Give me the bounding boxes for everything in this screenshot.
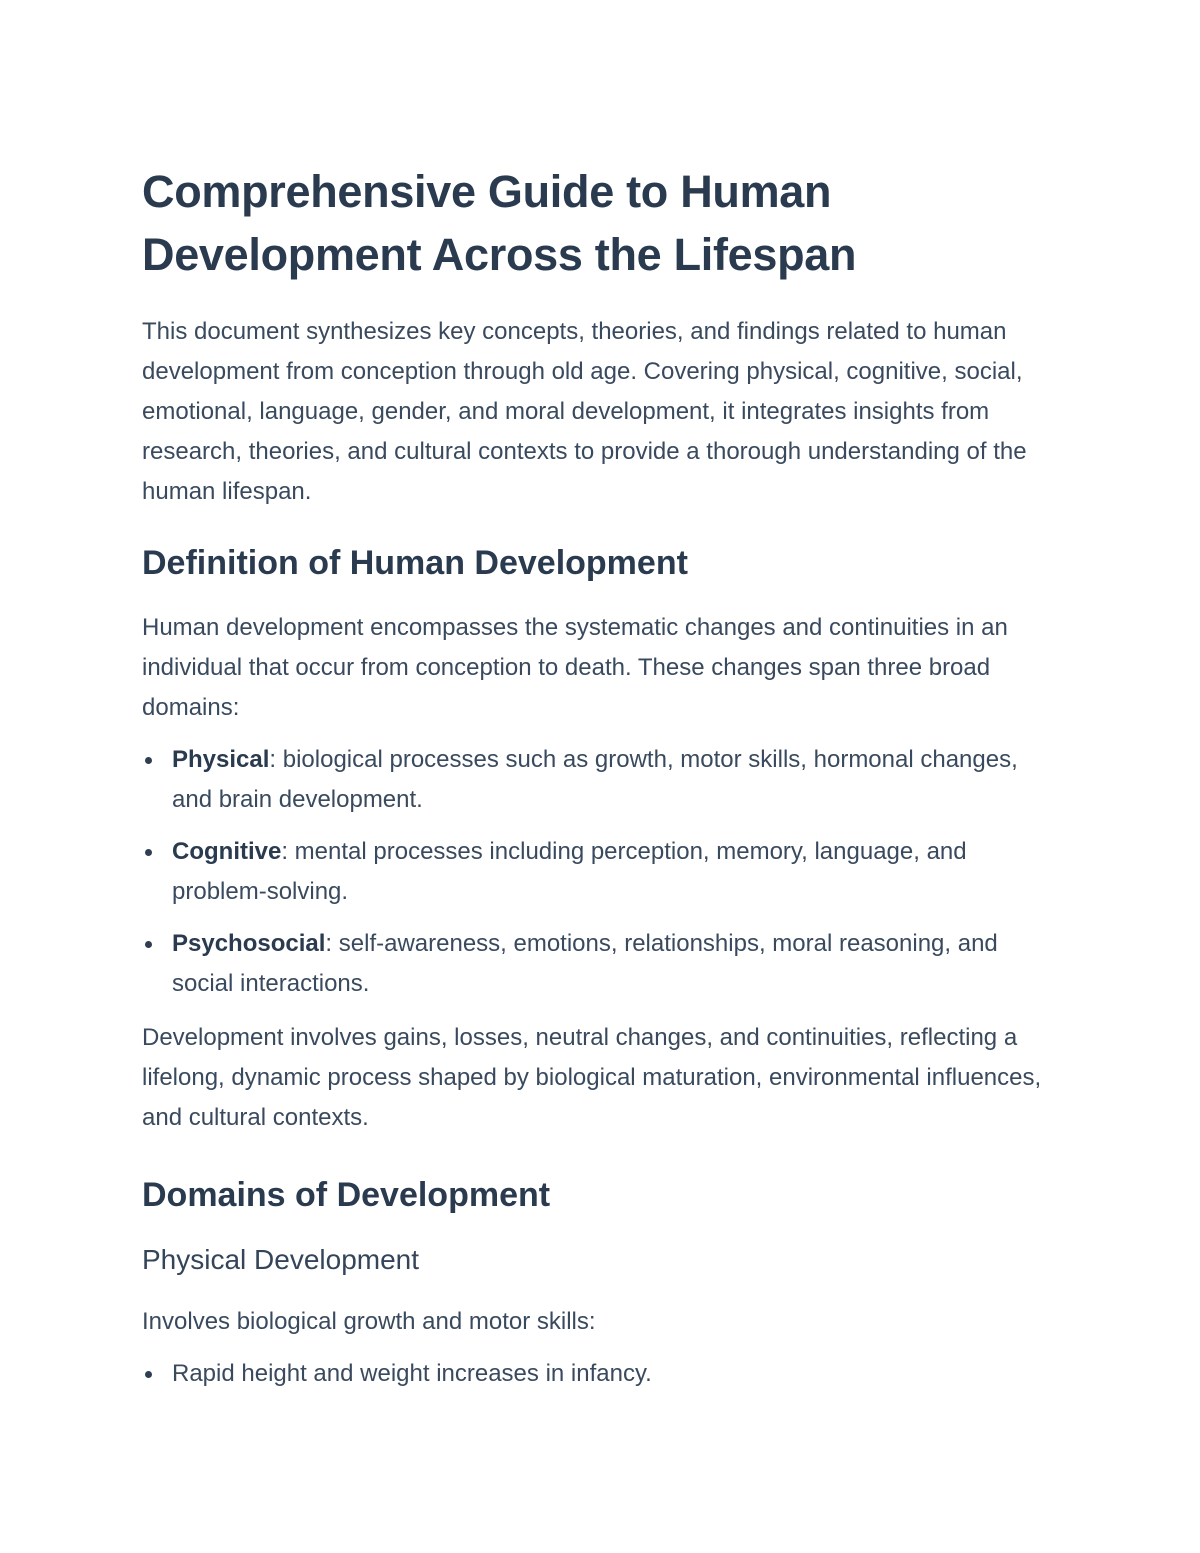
list-item-description: : self-awareness, emotions, relationships, moral reasoning, and social interactions.	[172, 930, 998, 997]
list-item	[142, 740, 1062, 820]
section-heading-domains: Domains of Development	[142, 1176, 551, 1214]
list-item-description: : biological processes such as growth, motor skills, hormonal changes, and brain development.	[172, 746, 1018, 813]
list-item-term: Physical	[172, 746, 270, 773]
list-item-description: : mental processes including perception, memory, language, and problem-solving.	[172, 838, 967, 905]
list-item	[142, 1354, 1062, 1394]
definition-closing-paragraph: Development involves gains, losses, neutral changes, and continuities, reflecting a lifelong, dynamic process shaped by biological maturation, environmental influences, and cultural contexts.	[142, 1024, 1042, 1131]
bullet-icon	[145, 757, 152, 764]
list-item	[142, 832, 1062, 912]
bullet-icon	[145, 1371, 152, 1378]
bullet-icon	[145, 941, 152, 948]
physical-paragraph: Involves biological growth and motor skills:	[142, 1308, 596, 1335]
list-item-text: Rapid height and weight increases in infancy.	[172, 1360, 652, 1387]
bullet-icon	[145, 849, 152, 856]
intro-paragraph: This document synthesizes key concepts, theories, and findings related to human development from conception through old age. Covering physical, cognitive, social, emotional, language, gender, and moral development, it integrates insights from research, theories, and cultural contexts to provide a thorough understanding of the human lifespan.	[142, 318, 1027, 505]
list-item-term: Cognitive	[172, 838, 282, 865]
list-item-term: Psychosocial	[172, 930, 326, 957]
list-item	[142, 924, 1062, 1004]
subsection-heading-physical: Physical Development	[142, 1244, 420, 1275]
section-heading-definition: Definition of Human Development	[142, 544, 688, 582]
document-page	[142, 160, 1062, 1406]
domains-list	[142, 740, 1062, 1004]
physical-list	[142, 1354, 1062, 1394]
document-title: Comprehensive Guide to Human Development Across the Lifespan	[142, 166, 857, 280]
definition-paragraph: Human development encompasses the systematic changes and continuities in an individual that occur from conception to death. These changes span three broad domains:	[142, 614, 1008, 721]
